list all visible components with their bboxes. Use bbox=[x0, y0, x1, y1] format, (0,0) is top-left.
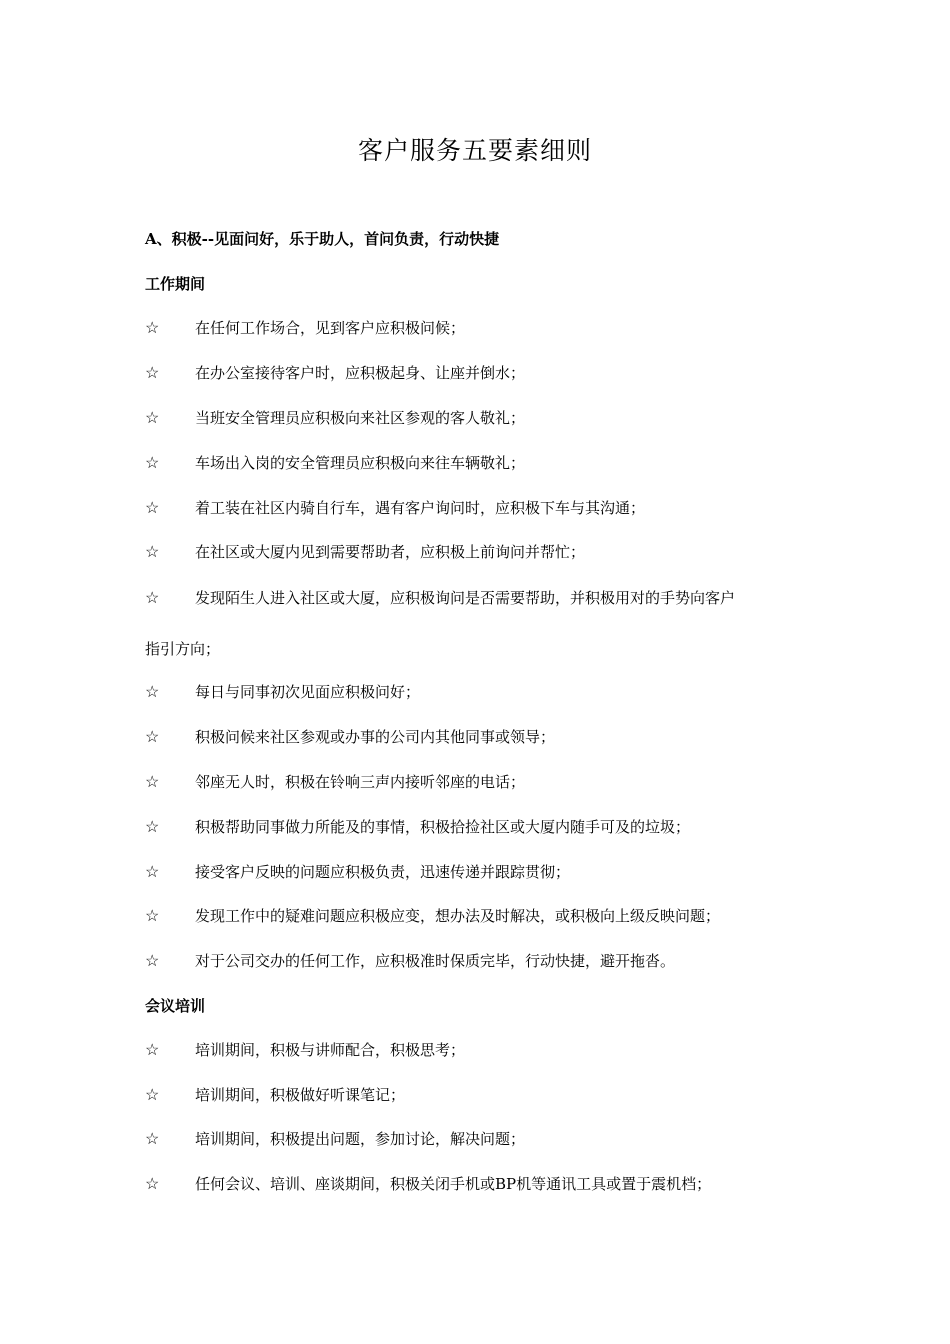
star-bullet-icon: ☆ bbox=[145, 318, 160, 337]
list-item bbox=[145, 860, 570, 884]
star-bullet-icon: ☆ bbox=[145, 906, 160, 925]
star-bullet-icon: ☆ bbox=[145, 408, 160, 427]
list-item bbox=[145, 361, 525, 385]
star-bullet-icon: ☆ bbox=[145, 453, 160, 472]
list-item-text: 积极问候来社区参观或办事的公司内其他同事或领导； bbox=[195, 728, 556, 746]
list-item-text: 发现工作中的疑难问题应积极应变，想办法及时解决，或积极向上级反映问题； bbox=[195, 907, 721, 925]
list-item-text: 培训期间，积极提出问题，参加讨论，解决问题； bbox=[195, 1130, 526, 1148]
list-item bbox=[145, 815, 690, 839]
star-bullet-icon: ☆ bbox=[145, 727, 160, 746]
star-bullet-icon: ☆ bbox=[145, 588, 160, 607]
list-item-text: 对于公司交办的任何工作，应积极准时保质完毕，行动快捷，避开拖沓。 bbox=[195, 952, 676, 970]
list-item bbox=[145, 904, 720, 928]
list-item-text: 当班安全管理员应积极向来社区参观的客人敬礼； bbox=[195, 409, 526, 427]
list-item-text: 发现陌生人进入社区或大厦，应积极询问是否需要帮助，并积极用对的手势向客户 bbox=[195, 589, 736, 607]
list-item-text: 在办公室接待客户时，应积极起身、让座并倒水； bbox=[195, 364, 526, 382]
list-item bbox=[145, 770, 525, 794]
star-bullet-icon: ☆ bbox=[145, 682, 160, 701]
work-period-heading: 工作期间 bbox=[145, 275, 206, 293]
list-item-text: 着工装在社区内骑自行车，遇有客户询问时，应积极下车与其沟通； bbox=[195, 499, 646, 517]
list-item bbox=[145, 406, 525, 430]
list-item-continuation: 指引方向； bbox=[145, 640, 221, 658]
star-bullet-icon: ☆ bbox=[145, 817, 160, 836]
list-item-text: 在任何工作场合，见到客户应积极问候； bbox=[195, 319, 466, 337]
list-item-text: 任何会议、培训、座谈期间，积极关闭手机或BP机等通讯工具或置于震机档； bbox=[195, 1175, 712, 1193]
section-a-heading: A、积极--见面问好，乐于助人，首问负责，行动快捷 bbox=[145, 230, 500, 248]
star-bullet-icon: ☆ bbox=[145, 1129, 160, 1148]
list-item bbox=[145, 586, 735, 610]
star-bullet-icon: ☆ bbox=[145, 542, 160, 561]
star-bullet-icon: ☆ bbox=[145, 1174, 160, 1193]
star-bullet-icon: ☆ bbox=[145, 498, 160, 517]
list-item bbox=[145, 1083, 405, 1107]
list-item-text: 培训期间，积极与讲师配合，积极思考； bbox=[195, 1041, 466, 1059]
list-item bbox=[145, 496, 645, 520]
list-item bbox=[145, 451, 525, 475]
list-item bbox=[145, 1127, 525, 1151]
star-bullet-icon: ☆ bbox=[145, 1085, 160, 1104]
list-item bbox=[145, 316, 465, 340]
list-item-text: 车场出入岗的安全管理员应积极向来往车辆敬礼； bbox=[195, 454, 526, 472]
star-bullet-icon: ☆ bbox=[145, 1040, 160, 1059]
list-item bbox=[145, 949, 675, 973]
document-title: 客户服务五要素细则 bbox=[357, 136, 592, 165]
star-bullet-icon: ☆ bbox=[145, 862, 160, 881]
star-bullet-icon: ☆ bbox=[145, 772, 160, 791]
list-item-text: 接受客户反映的问题应积极负责，迅速传递并跟踪贯彻； bbox=[195, 863, 571, 881]
list-item bbox=[145, 680, 420, 704]
list-item bbox=[145, 540, 585, 564]
meeting-training-heading: 会议培训 bbox=[145, 997, 206, 1015]
list-item-text: 培训期间，积极做好听课笔记； bbox=[195, 1086, 406, 1104]
list-item-text: 每日与同事初次见面应积极问好； bbox=[195, 683, 421, 701]
list-item bbox=[145, 1172, 711, 1196]
star-bullet-icon: ☆ bbox=[145, 951, 160, 970]
star-bullet-icon: ☆ bbox=[145, 363, 160, 382]
list-item bbox=[145, 725, 555, 749]
list-item-text: 邻座无人时，积极在铃响三声内接听邻座的电话； bbox=[195, 773, 526, 791]
list-item-text: 在社区或大厦内见到需要帮助者，应积极上前询问并帮忙； bbox=[195, 543, 586, 561]
list-item-text: 积极帮助同事做力所能及的事情，积极拾捡社区或大厦内随手可及的垃圾； bbox=[195, 818, 691, 836]
list-item bbox=[145, 1038, 465, 1062]
